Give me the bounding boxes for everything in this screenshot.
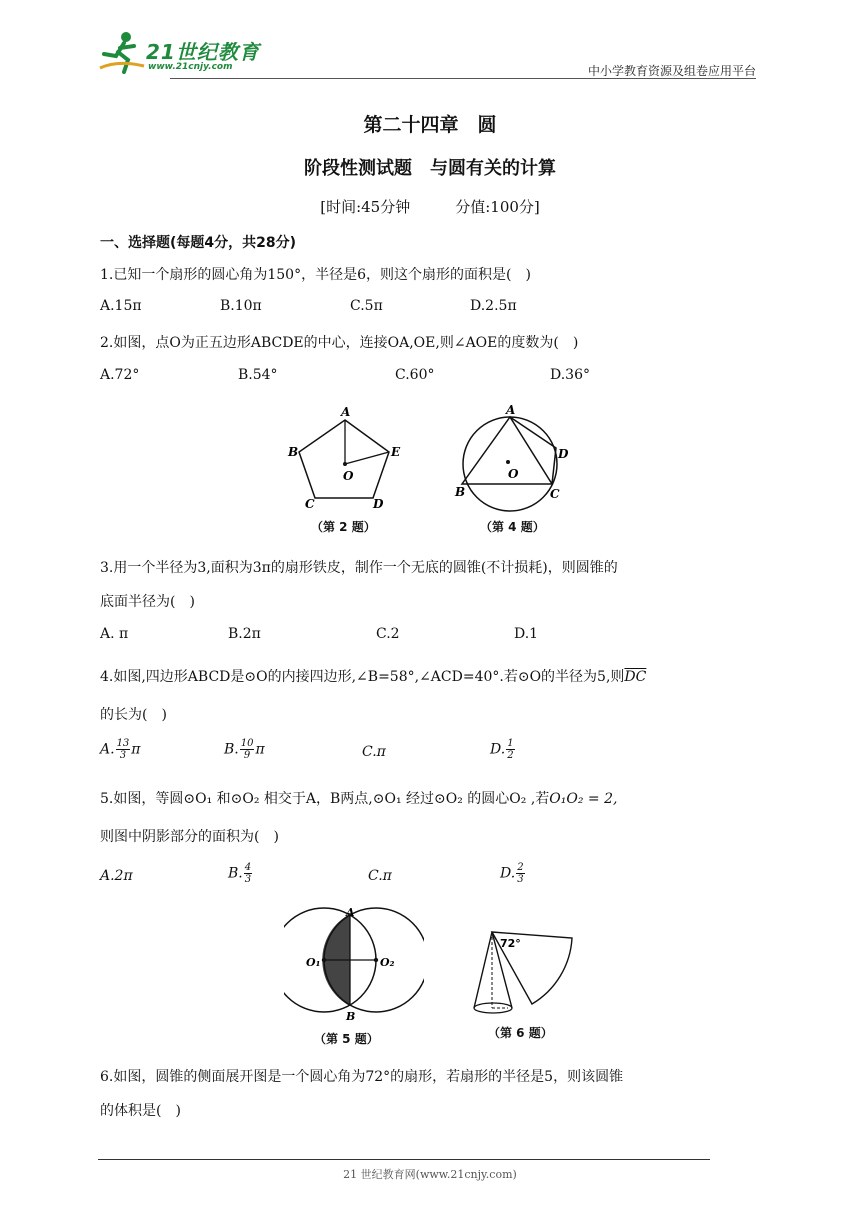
q4-option-c: C.π — [362, 744, 386, 760]
question-6-line-2: 的体积是( ) — [100, 1103, 181, 1119]
header-divider — [170, 78, 756, 79]
question-3-line-1: 3.用一个半径为3,面积为3π的扇形铁皮，制作一个无底的圆锥(不计损耗)，则圆锥的 — [100, 560, 618, 576]
q5-option-a: A.2π — [100, 868, 133, 884]
runner-logo-icon — [98, 30, 146, 74]
question-5-line-2: 则图中阴影部分的面积为( ) — [100, 829, 279, 845]
fig2-label-d: D — [373, 497, 384, 511]
q2-option-d: D.36° — [550, 367, 590, 383]
q3-option-d: D.1 — [514, 626, 539, 642]
time-score-info: [时间:45分钟 分值:100分] — [320, 198, 540, 216]
q2-option-a: A.72° — [100, 367, 140, 383]
fig2-caption: （第 2 题） — [311, 520, 376, 534]
header-platform-text: 中小学教育资源及组卷应用平台 — [587, 64, 756, 78]
fig5-label-o2: O₂ — [380, 956, 395, 969]
page-header — [98, 30, 756, 78]
fig4-label-c: C — [550, 487, 560, 501]
q3-option-b: B.2π — [228, 626, 261, 642]
q5-option-d: D. $\frac{2}{3}$ — [500, 862, 524, 885]
q4-b-fraction: $\frac{10}{9}$ — [240, 738, 254, 761]
chapter-title: 第二十四章 圆 — [363, 114, 497, 136]
q3-option-c: C.2 — [376, 626, 400, 642]
q1-option-d: D.2.5π — [470, 298, 517, 314]
section-heading: 一、选择题(每题4分，共28分) — [100, 235, 297, 251]
q5-d-fraction: $\frac{2}{3}$ — [517, 862, 524, 885]
fig5-caption: （第 5 题） — [314, 1032, 379, 1046]
q4-option-a: A. $\frac{13}{3}$ π — [100, 738, 141, 761]
q2-option-c: C.60° — [395, 367, 435, 383]
q3-option-a: A. π — [100, 626, 129, 642]
q5-option-c: C.π — [368, 868, 392, 884]
circle-quadrilateral-diagram — [452, 402, 582, 514]
q5-option-b: B. $\frac{4}{3}$ — [228, 862, 252, 885]
question-5-line-1 — [100, 788, 617, 808]
q2-option-b: B.54° — [238, 367, 278, 383]
fig6-angle-label: 72° — [500, 937, 521, 950]
q4-d-fraction: $\frac{1}{2}$ — [507, 738, 514, 761]
fig6-caption: （第 6 题） — [488, 1026, 553, 1040]
fig4-label-a: A — [506, 403, 516, 417]
fig4-label-b: B — [455, 485, 466, 499]
q4-option-d: D. $\frac{1}{2}$ — [490, 738, 514, 761]
fig5-label-a: A — [346, 906, 355, 919]
question-4-line-2: 的长为( ) — [100, 707, 167, 723]
q5-formula: O₁O₂ = 2, — [549, 791, 618, 807]
fig5-label-o1: O₁ — [306, 956, 321, 969]
intersecting-circles-diagram — [284, 906, 424, 1026]
figure-6 — [468, 920, 588, 1044]
q4-arc-dc: $\overline{DC}$ — [624, 669, 647, 685]
fig2-label-o: O — [343, 469, 354, 483]
q1-option-c: C.5π — [350, 298, 383, 314]
q1-option-b: B.10π — [220, 298, 262, 314]
fig4-label-d: D — [558, 447, 569, 461]
fig5-label-b: B — [346, 1010, 356, 1023]
question-1: 1.已知一个扇形的圆心角为150°，半径是6，则这个扇形的面积是( ) — [100, 267, 531, 283]
q5-b-fraction: $\frac{4}{3}$ — [244, 862, 252, 885]
q4-option-b: B. $\frac{10}{9}$ π — [224, 738, 265, 761]
q5-text: 5.如图，等圆⊙O₁ 和⊙O₂ 相交于A，B两点,⊙O₁ 经过⊙O₂ 的圆心O₂ ,若 — [100, 791, 550, 807]
fig4-caption: （第 4 题） — [480, 520, 545, 534]
logo-text: 21世纪教育 — [146, 40, 260, 64]
q1-option-a: A.15π — [100, 298, 142, 314]
question-6-line-1: 6.如图，圆锥的侧面展开图是一个圆心角为72°的扇形，若扇形的半径是5，则该圆锥 — [100, 1069, 624, 1085]
question-4-line-1 — [100, 666, 646, 686]
q4-text: 4.如图,四边形ABCD是⊙O的内接四边形,∠B=58°,∠ACD=40°.若⊙O的半径为5,则 — [100, 669, 625, 685]
pentagon-diagram — [285, 402, 415, 514]
test-subtitle: 阶段性测试题 与圆有关的计算 — [304, 158, 556, 179]
question-3-line-2: 底面半径为( ) — [100, 594, 195, 610]
page-footer: 21 世纪教育网(www.21cnjy.com) — [343, 1168, 517, 1181]
cone-sector-diagram — [468, 920, 588, 1024]
fig2-label-e: E — [391, 445, 401, 459]
logo-url: www.21cnjy.com — [148, 62, 233, 72]
fig2-label-a: A — [341, 405, 351, 419]
footer-divider — [98, 1159, 710, 1160]
figure-2 — [285, 402, 415, 538]
q4-a-fraction: $\frac{13}{3}$ — [116, 738, 130, 761]
figure-5 — [284, 906, 424, 1048]
question-2: 2.如图，点O为正五边形ABCDE的中心，连接OA,OE,则∠AOE的度数为( ) — [100, 335, 579, 351]
site-logo — [98, 30, 268, 76]
fig2-label-c: C — [305, 497, 315, 511]
fig4-label-o: O — [508, 467, 519, 481]
figure-4 — [452, 402, 582, 538]
fig2-label-b: B — [288, 445, 299, 459]
